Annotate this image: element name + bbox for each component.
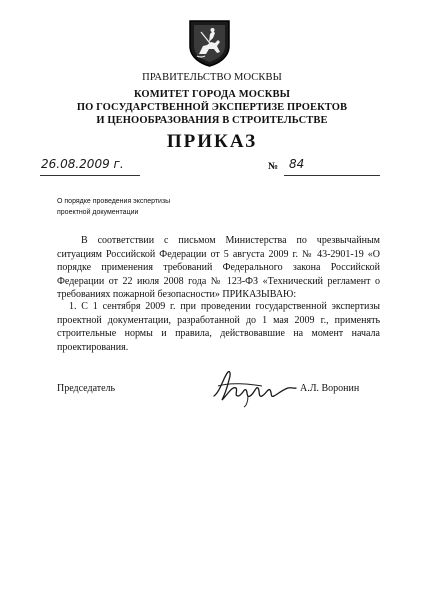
order-number-label: № [268,161,279,172]
order-subject [57,196,170,218]
order-date: 26.08.2009 г. [41,157,124,171]
committee-line-2: ПО ГОСУДАРСТВЕННОЙ ЭКСПЕРТИЗЕ ПРОЕКТОВ [76,102,348,113]
government-name: ПРАВИТЕЛЬСТВО МОСКВЫ [142,72,282,83]
committee-line-3: И ЦЕНООБРАЗОВАНИЯ В СТРОИТЕЛЬСТВЕ [96,115,328,126]
document-title: ПРИКАЗ [166,131,258,152]
subject-line-2: проектной документации [57,209,139,216]
body-paragraph-1: В соответствии с письмом Министерства по чрезвычайным ситуациям Российской Федерации от 5 августа 2009 г. № 43-2901-19 «О порядке применения требований Федерального закона Российской Федерации от 22 июля 2008 года № 123-ФЗ «Технический регламент о требованиях пожарной безопасности» ПРИКАЗЫВАЮ: [57,235,380,300]
body-paragraph-2: 1. С 1 сентября 2009 г. при проведении государственной экспертизы проектной документации, разработанной до 1 мая 2009 г., применять строительные нормы и правила, действовавшие на момент начала проектирования. [57,301,380,353]
signatory-name: А.Л. Воронин [300,383,360,394]
subject-line-1: О порядке проведения экспертизы [57,198,171,205]
handwritten-signature-icon [210,366,298,408]
order-date-field [40,159,140,176]
order-number-field [284,159,380,176]
signatory-role: Председатель [57,383,116,394]
order-number: 84 [289,157,305,171]
committee-line-1: КОМИТЕТ ГОРОДА МОСКВЫ [133,89,291,100]
moscow-coat-of-arms-icon [187,18,232,68]
